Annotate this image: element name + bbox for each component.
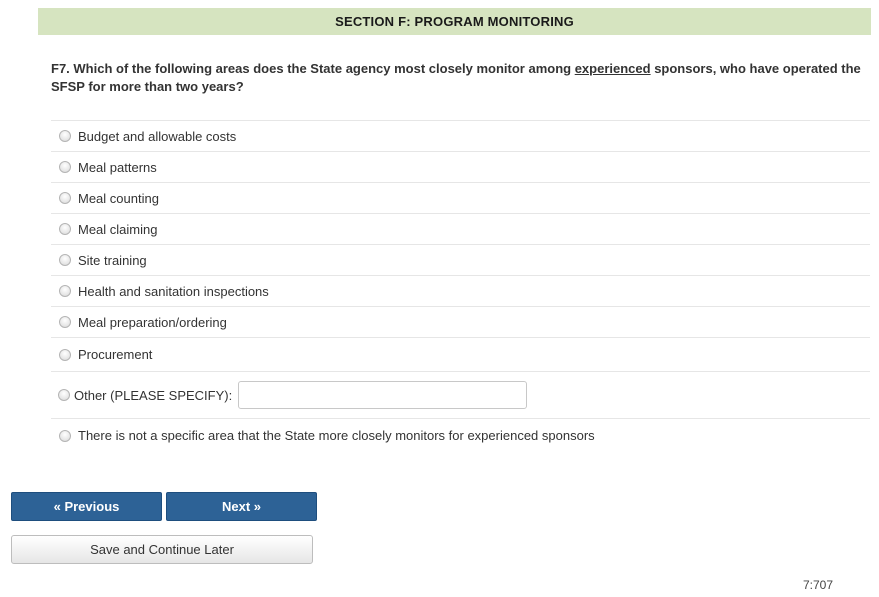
radio-button[interactable] [59, 285, 71, 297]
question-suffix: sponsors, who have operated the SFSP for more than two years? [51, 61, 861, 94]
radio-button[interactable] [59, 254, 71, 266]
option-label[interactable]: Site training [78, 252, 147, 268]
option-label[interactable]: Meal preparation/ordering [78, 314, 227, 330]
option-meal-patterns[interactable] [51, 151, 870, 182]
radio-button[interactable] [58, 389, 70, 401]
question-prefix: F7. Which of the following areas does the State agency most closely monitor among [51, 61, 575, 76]
page-code: 7:707 [802, 578, 833, 592]
option-site-training[interactable] [51, 244, 870, 275]
question-text [51, 60, 866, 96]
option-label[interactable]: Other (PLEASE SPECIFY): [74, 387, 233, 403]
section-header [38, 8, 871, 35]
previous-button[interactable]: « Previous [11, 492, 162, 521]
radio-button[interactable] [59, 223, 71, 235]
question-emphasis: experienced [574, 61, 651, 76]
option-meal-claiming[interactable] [51, 213, 870, 244]
radio-button[interactable] [59, 130, 71, 142]
other-specify-input[interactable] [238, 381, 527, 409]
option-label[interactable]: Health and sanitation inspections [78, 283, 269, 299]
radio-button[interactable] [59, 161, 71, 173]
section-title: SECTION F: PROGRAM MONITORING [335, 14, 574, 29]
option-meal-preparation[interactable] [51, 306, 870, 337]
option-meal-counting[interactable] [51, 182, 870, 213]
option-procurement[interactable] [51, 337, 870, 371]
option-label[interactable]: Procurement [78, 347, 153, 362]
answer-options [51, 120, 870, 452]
option-health-sanitation[interactable] [51, 275, 870, 306]
radio-button[interactable] [59, 316, 71, 328]
option-label[interactable]: Budget and allowable costs [78, 128, 237, 144]
option-other[interactable] [51, 371, 870, 418]
option-label[interactable]: There is not a specific area that the State more closely monitors for experienced sponsors [78, 428, 595, 443]
radio-button[interactable] [59, 349, 71, 361]
option-budget[interactable] [51, 120, 870, 151]
option-label[interactable]: Meal claiming [78, 221, 158, 237]
save-continue-later-button[interactable]: Save and Continue Later [11, 535, 313, 564]
radio-button[interactable] [59, 192, 71, 204]
option-label[interactable]: Meal counting [78, 190, 159, 206]
option-label[interactable]: Meal patterns [78, 159, 157, 175]
radio-button[interactable] [59, 430, 71, 442]
option-none[interactable] [51, 418, 870, 452]
next-button[interactable]: Next » [166, 492, 317, 521]
